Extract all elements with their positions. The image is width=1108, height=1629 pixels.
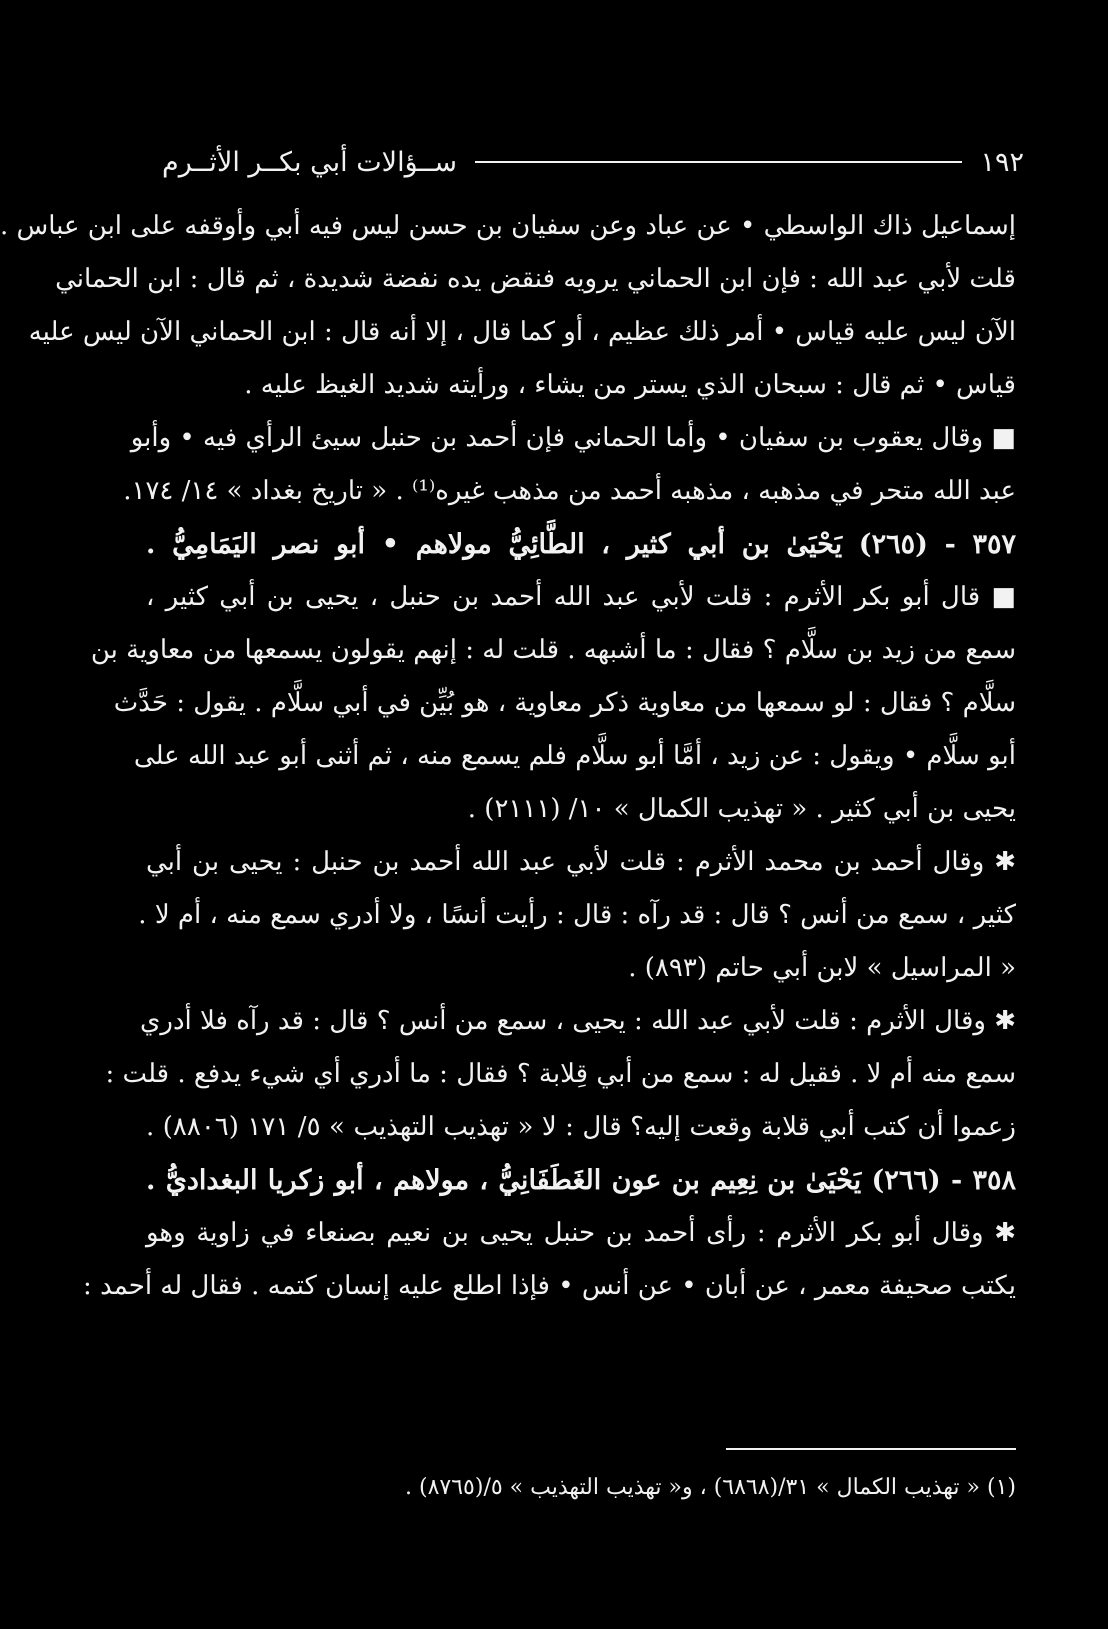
text-line: أبو سلَّام ‫•‬ ويقول : عن زيد ، أمَّا أبو سلَّام فلم يسمع منه ، ثم أثنى أبو عبد الله على <box>133 741 1016 771</box>
text-line: إسماعيل ذاك الواسطي ‫•‬ عن عباد وعن سفيان بن حسن ليس فيه أبي وأوقفه على ابن عباس . <box>0 211 1016 241</box>
text-line: يكتب صحيفة معمر ، عن أبان ‫•‬ عن أنس ‫•‬ فإذا اطلع عليه إنسان كتمه . فقال له أحمد : <box>83 1271 1016 1301</box>
text-line: كثير ، سمع من أنس ؟ قال : قد رآه : قال : رأيت أنسًا ، ولا أدري سمع منه ، أم لا . <box>138 900 1016 930</box>
running-title: ســؤالات أبي بكــر الأثــرم <box>162 146 457 178</box>
text-line: سمع منه أم لا . فقيل له : سمع من أبي قِلابة ؟ فقال : ما أدري أي شيء يدفع . قلت : <box>105 1059 1016 1089</box>
entry-heading: ٣٥٨ - (٢٦٦) يَحْيَىٰ بن نِعِيم بن عون الغَطَفَانِيُّ ، مولاهم ، أبو زكريا البغداديُّ . <box>146 1165 1016 1196</box>
header-rule <box>475 161 963 163</box>
text-line: عبد الله متحر في مذهبه ، مذهبه أحمد من مذهب غيره⁽¹⁾ . « تاريخ بغداد » ١٤/ ١٧٤. <box>123 476 1016 506</box>
page-body <box>0 200 1017 1313</box>
footnote: (١) « تهذيب الكمال » ٣١/(٦٨٦٨) ، و« تهذيب التهذيب » ٥/(٨٧٦٥) . <box>405 1475 1016 1500</box>
text-line: يحيى بن أبي كثير . « تهذيب الكمال » ١٠/ (٢١١١) . <box>467 794 1016 824</box>
text-line: سمع من زيد بن سلَّام ؟ فقال : ما أشبهه . قلت له : إنهم يقولون يسمعها من معاوية بن <box>90 635 1016 665</box>
text-line: سلَّام ؟ فقال : لو سمعها من معاوية ذكر معاوية ، هو بُيِّن في أبي سلَّام . يقول : حَدَّث <box>113 688 1016 718</box>
footnote-rule <box>726 1448 1016 1450</box>
text-line: الآن ليس عليه قياس ‫•‬ أمر ذلك عظيم ، أو كما قال ، إلا أنه قال : ابن الحماني الآن ليس عليه <box>28 317 1016 347</box>
page-number: ١٩٢ <box>980 146 1024 178</box>
text-line: قلت لأبي عبد الله : فإن ابن الحماني يرويه فنقض يده نفضة شديدة ، ثم قال : ابن الحماني <box>55 264 1016 294</box>
text-line: زعموا أن كتب أبي قلابة وقعت إليه؟ قال : لا « تهذيب التهذيب » ٥/ ١٧١ (٨٨٠٦) . <box>146 1112 1016 1142</box>
text-line: ■ وقال يعقوب بن سفيان ‫•‬ وأما الحماني فإن أحمد بن حنبل سيئ الرأي فيه ‫•‬ وأبو <box>130 423 1016 453</box>
text-line: ✱ وقال أحمد بن محمد الأثرم : قلت لأبي عبد الله أحمد بن حنبل : يحيى بن أبي <box>146 847 1016 877</box>
text-line: ✱ وقال الأثرم : قلت لأبي عبد الله : يحيى ، سمع من أنس ؟ قال : قد رآه فلا أدري <box>140 1006 1016 1036</box>
entry-heading: ٣٥٧ - (٢٦٥) يَحْيَىٰ بن أبي كثير ، الطَّائِيُّ مولاهم ‫•‬ أبو نصر اليَمَامِيُّ . <box>146 529 1017 560</box>
text-line: قياس ‫•‬ ثم قال : سبحان الذي يستر من يشاء ، ورأيته شديد الغيظ عليه . <box>244 370 1016 400</box>
text-line: « المراسيل » لابن أبي حاتم (٨٩٣) . <box>628 953 1016 983</box>
text-line: ■ قال أبو بكر الأثرم : قلت لأبي عبد الله أحمد بن حنبل ، يحيى بن أبي كثير ، <box>146 582 1016 612</box>
page-header <box>162 140 1024 184</box>
text-line: ✱ وقال أبو بكر الأثرم : رأى أحمد بن حنبل يحيى بن نعيم بصنعاء في زاوية وهو <box>146 1218 1016 1248</box>
